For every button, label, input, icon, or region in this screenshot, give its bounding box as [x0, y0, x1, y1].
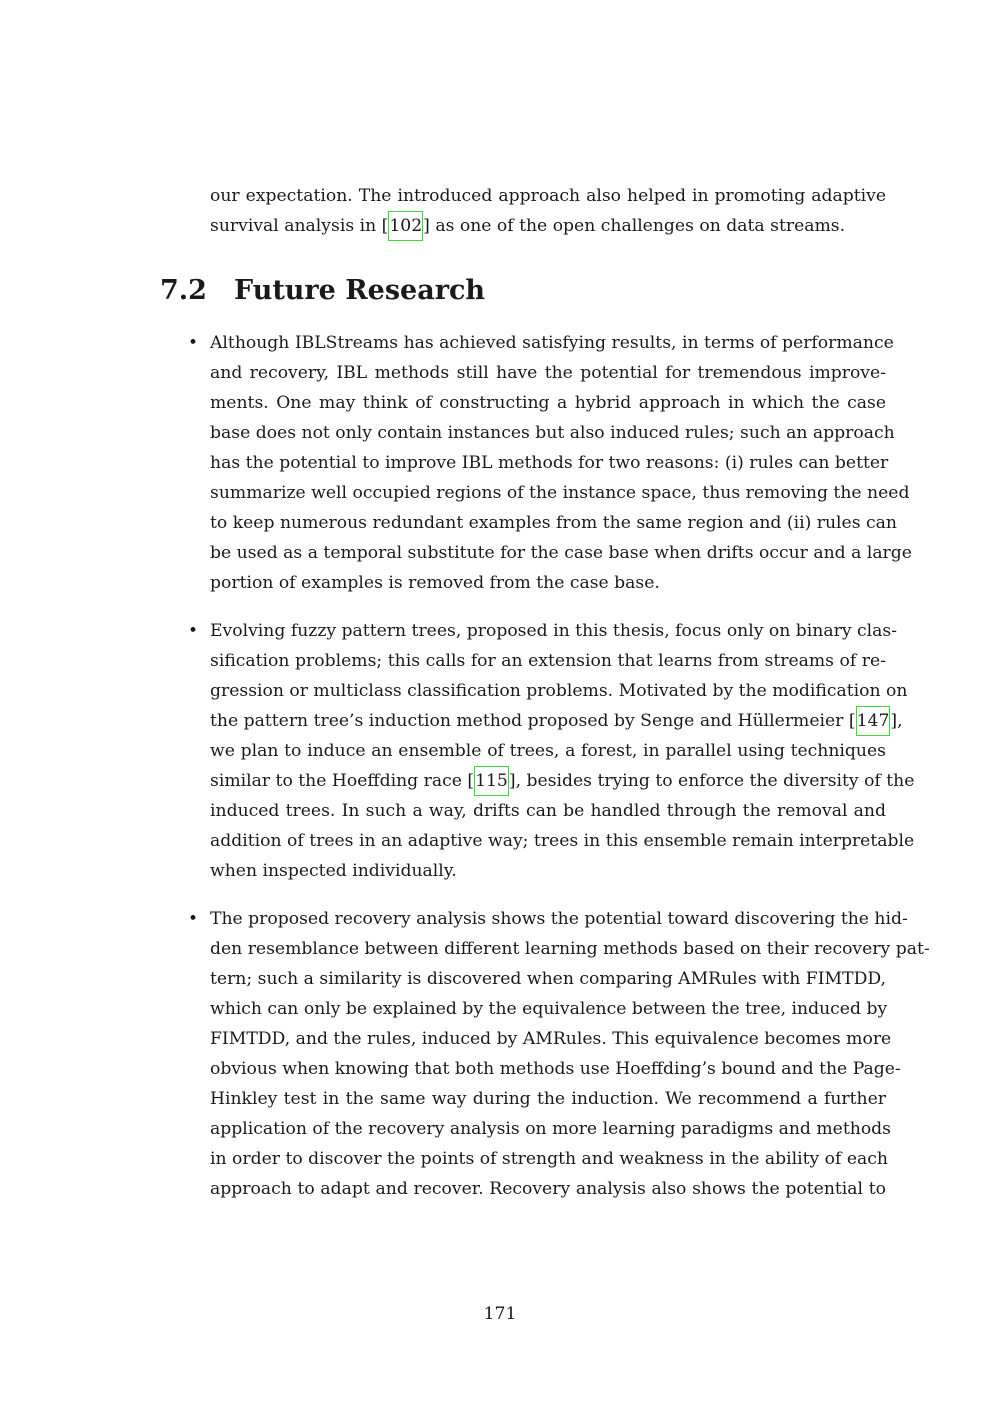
intro-line-2: survival analysis in [102] as one of the open challenges on data streams.	[210, 211, 886, 241]
citation-link-115[interactable]: 115	[474, 766, 509, 796]
item2-line-8: addition of trees in an adaptive way; trees in this ensemble remain interpretable	[210, 831, 915, 851]
item3-line-2: den resemblance between different learning methods based on their recovery pat-	[210, 939, 930, 959]
item3-line-7: Hinkley test in the same way during the induction. We recommend a further	[210, 1089, 886, 1109]
section-title: Future Research	[234, 275, 486, 306]
item3-line-9: in order to discover the points of strength and weakness in the ability of each	[210, 1149, 888, 1169]
item2-line-9: when inspected individually.	[210, 861, 457, 881]
intro-line-2-tail: as one of the open challenges on data streams.	[435, 216, 846, 236]
item2-line-4-text: the pattern tree’s induction method proposed by Senge and Hüllermeier	[210, 711, 844, 731]
item3-line-8: application of the recovery analysis on more learning paradigms and methods	[210, 1119, 891, 1139]
section-number: 7.2	[160, 275, 207, 306]
page-number: 171	[483, 1304, 517, 1324]
item1-line-3: ments. One may think of constructing a hybrid approach in which the case	[210, 393, 886, 413]
intro-line-1: our expectation. The introduced approach also helped in promoting adaptive	[210, 186, 886, 206]
bullet-2: •	[188, 621, 199, 641]
item3-line-4: which can only be explained by the equivalence between the tree, induced by	[210, 999, 888, 1019]
item2-line-6-text: similar to the Hoeffding race	[210, 771, 462, 791]
item1-line-6: summarize well occupied regions of the instance space, thus removing the need	[210, 483, 910, 503]
item2-line-1: Evolving fuzzy pattern trees, proposed in this thesis, focus only on binary clas-	[210, 621, 897, 641]
bullet-3: •	[188, 909, 199, 929]
item1-line-7: to keep numerous redundant examples from the same region and (ii) rules can	[210, 513, 897, 533]
item1-line-5: has the potential to improve IBL methods for two reasons: (i) rules can better	[210, 453, 889, 473]
item3-line-1: The proposed recovery analysis shows the potential toward discovering the hid-	[210, 909, 908, 929]
item1-line-4: base does not only contain instances but also induced rules; such an approach	[210, 423, 895, 443]
citation-link-147[interactable]: 147	[856, 706, 891, 736]
item1-line-8: be used as a temporal substitute for the case base when drifts occur and a large	[210, 543, 912, 563]
intro-line-2-text: survival analysis in	[210, 216, 377, 236]
item1-line-9: portion of examples is removed from the case base.	[210, 573, 660, 593]
item3-line-5: FIMTDD, and the rules, induced by AMRules. This equivalence becomes more	[210, 1029, 892, 1049]
item2-line-7: induced trees. In such a way, drifts can be handled through the removal and	[210, 801, 886, 821]
item1-line-2: and recovery, IBL methods still have the potential for tremendous improve-	[210, 363, 886, 383]
item2-line-4: the pattern tree’s induction method proposed by Senge and Hüllermeier [147],	[210, 706, 886, 736]
item2-line-6: similar to the Hoeffding race [115], besides trying to enforce the diversity of the	[210, 766, 886, 796]
item2-line-6-tail: , besides trying to enforce the diversity of the	[515, 771, 915, 791]
item1-line-1: Although IBLStreams has achieved satisfying results, in terms of performance	[210, 333, 894, 353]
item3-line-10: approach to adapt and recover. Recovery analysis also shows the potential to	[210, 1179, 886, 1199]
item3-line-3: tern; such a similarity is discovered when comparing AMRules with FIMTDD,	[210, 969, 886, 989]
item2-line-2: sification problems; this calls for an extension that learns from streams of re-	[210, 651, 886, 671]
item2-line-5: we plan to induce an ensemble of trees, a forest, in parallel using techniques	[210, 741, 886, 761]
item2-line-3: gression or multiclass classification problems. Motivated by the modification on	[210, 681, 908, 701]
citation-link-102[interactable]: 102	[388, 211, 423, 241]
bullet-1: •	[188, 333, 199, 353]
item3-line-6: obvious when knowing that both methods use Hoeffding’s bound and the Page-	[210, 1059, 901, 1079]
